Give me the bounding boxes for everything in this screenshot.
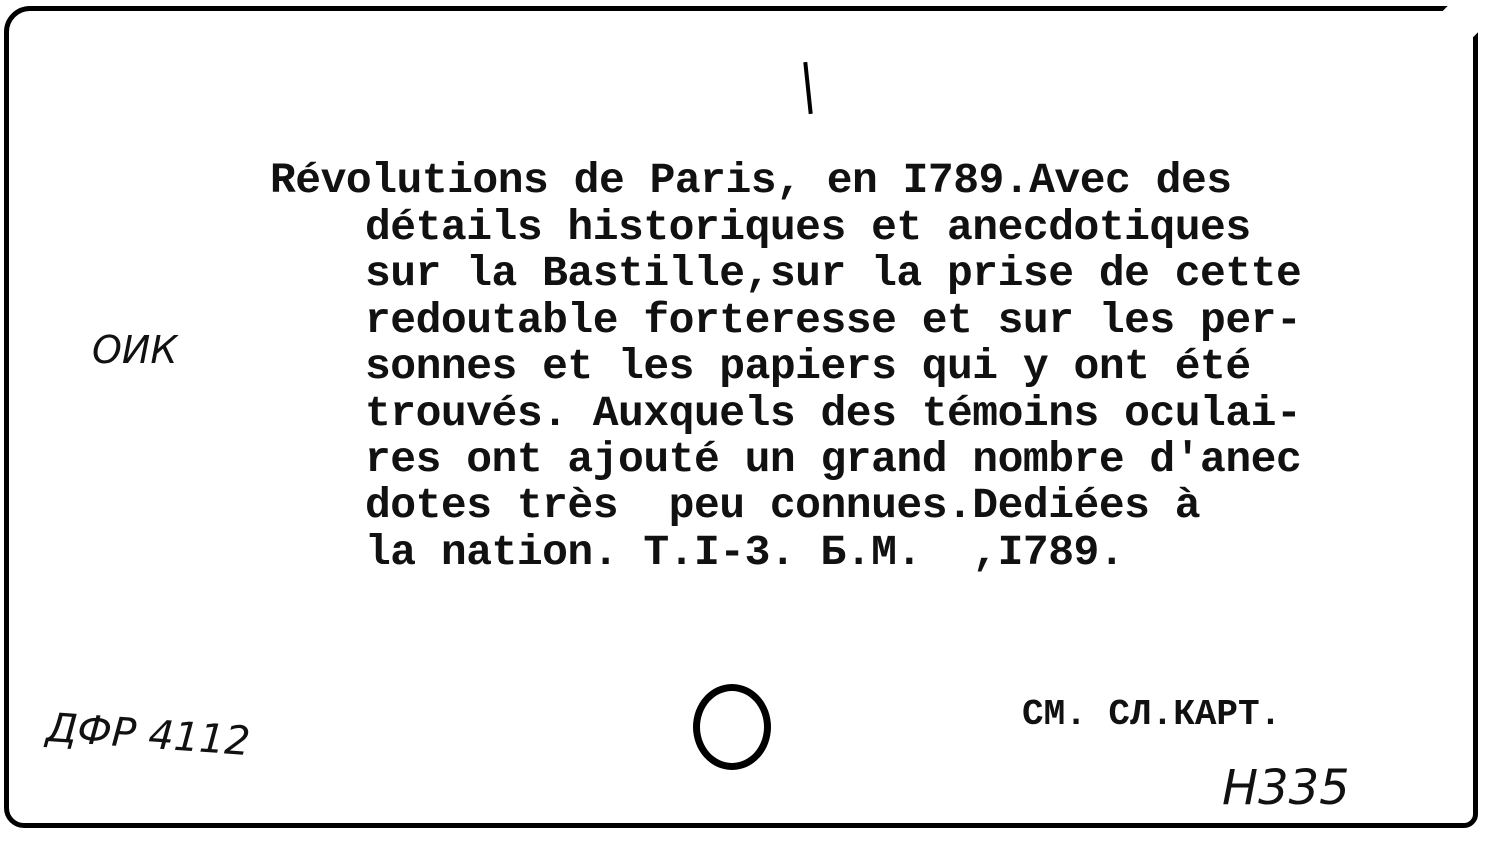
title-line-9: la nation. T.I-3. Б.М. ,I789.: [365, 528, 1125, 577]
title-line-8: dotes très peu connues.Dediées à: [365, 481, 1201, 530]
title-line-6: trouvés. Auxquels des témoins oculai-: [365, 389, 1302, 438]
card-corner-cut: [1431, 0, 1488, 51]
title-line-4: redoutable forteresse et sur les per-: [365, 296, 1302, 345]
handwritten-shelf-mark: ДФР 4112: [44, 704, 252, 766]
handwritten-inventory-number: H335: [1222, 760, 1350, 816]
title-line-7: res ont ajouté un grand nombre d'anec: [365, 435, 1302, 484]
handwritten-left-note: ОИК: [92, 328, 178, 372]
title-line-1: Révolutions de Paris, en I789.Avec des: [270, 156, 1232, 205]
title-line-3: sur la Bastille,sur la prise de cette: [365, 249, 1302, 298]
see-next-card-note: СМ. СЛ.КАРТ.: [1022, 694, 1282, 735]
title-line-2: détails historiques et anecdotiques: [365, 203, 1251, 252]
title-line-5: sonnes et les papiers qui y ont été: [365, 342, 1251, 391]
circle-mark: [693, 684, 771, 770]
